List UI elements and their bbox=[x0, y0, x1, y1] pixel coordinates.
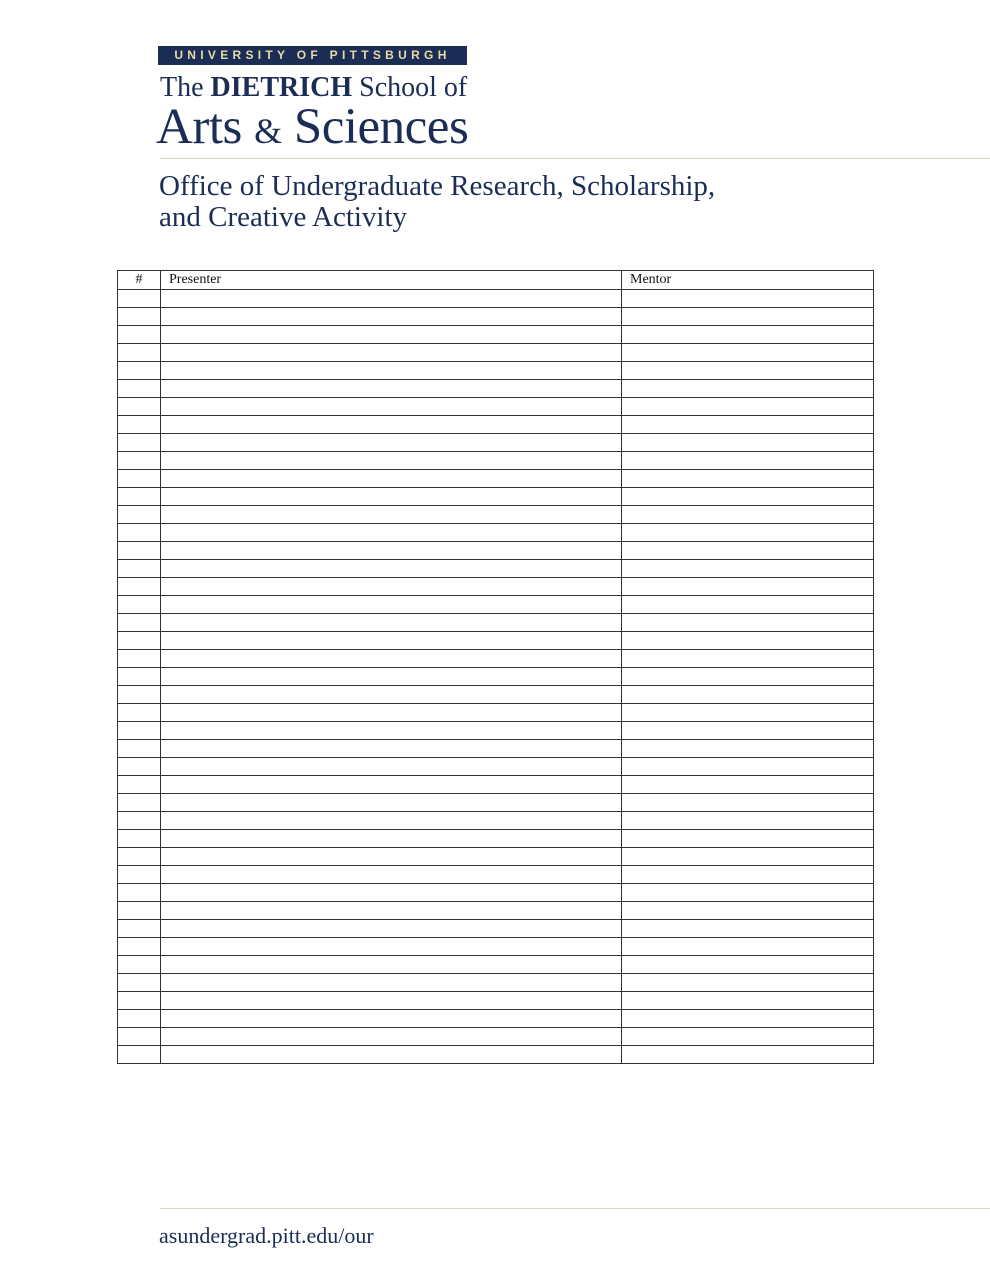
number-cell[interactable] bbox=[118, 488, 161, 506]
office-title-line-2: and Creative Activity bbox=[159, 201, 408, 233]
presenter-cell[interactable] bbox=[161, 614, 622, 632]
number-cell[interactable] bbox=[118, 1010, 161, 1028]
table-row bbox=[118, 632, 874, 650]
presenter-cell[interactable] bbox=[161, 506, 622, 524]
mentor-cell[interactable] bbox=[622, 506, 874, 524]
mentor-cell[interactable] bbox=[622, 542, 874, 560]
signup-table-body bbox=[118, 290, 874, 1064]
number-cell[interactable] bbox=[118, 398, 161, 416]
table-row bbox=[118, 290, 874, 308]
number-cell[interactable] bbox=[118, 650, 161, 668]
presenter-cell[interactable] bbox=[161, 560, 622, 578]
number-cell[interactable] bbox=[118, 992, 161, 1010]
table-row bbox=[118, 614, 874, 632]
presenter-cell[interactable] bbox=[161, 524, 622, 542]
table-row bbox=[118, 794, 874, 812]
presenter-cell[interactable] bbox=[161, 596, 622, 614]
number-cell[interactable] bbox=[118, 1046, 161, 1064]
table-row bbox=[118, 506, 874, 524]
mentor-cell[interactable] bbox=[622, 470, 874, 488]
presenter-cell[interactable] bbox=[161, 542, 622, 560]
school-subtitle-line bbox=[156, 98, 468, 160]
table-row bbox=[118, 866, 874, 884]
presenter-cell[interactable] bbox=[161, 794, 622, 812]
presenter-cell[interactable] bbox=[161, 992, 622, 1010]
mentor-cell[interactable] bbox=[622, 938, 874, 956]
presenter-cell[interactable] bbox=[161, 416, 622, 434]
header-divider bbox=[160, 158, 990, 159]
number-cell[interactable] bbox=[118, 524, 161, 542]
presenter-cell[interactable] bbox=[161, 434, 622, 452]
table-row bbox=[118, 938, 874, 956]
presenter-cell[interactable] bbox=[161, 758, 622, 776]
number-cell[interactable] bbox=[118, 938, 161, 956]
number-cell[interactable] bbox=[118, 542, 161, 560]
number-cell[interactable] bbox=[118, 920, 161, 938]
mentor-cell[interactable] bbox=[622, 668, 874, 686]
school-name: DIETRICH bbox=[210, 72, 353, 103]
table-row bbox=[118, 542, 874, 560]
mentor-cell[interactable] bbox=[622, 686, 874, 704]
mentor-cell[interactable] bbox=[622, 398, 874, 416]
presenter-cell[interactable] bbox=[161, 902, 622, 920]
number-cell[interactable] bbox=[118, 560, 161, 578]
mentor-cell[interactable] bbox=[622, 344, 874, 362]
presenter-cell[interactable] bbox=[161, 974, 622, 992]
column-header-presenter: Presenter bbox=[161, 271, 622, 290]
mentor-cell[interactable] bbox=[622, 794, 874, 812]
table-row bbox=[118, 848, 874, 866]
mentor-cell[interactable] bbox=[622, 758, 874, 776]
table-row bbox=[118, 560, 874, 578]
table-row bbox=[118, 722, 874, 740]
number-cell[interactable] bbox=[118, 794, 161, 812]
number-cell[interactable] bbox=[118, 686, 161, 704]
table-row bbox=[118, 398, 874, 416]
table-row bbox=[118, 596, 874, 614]
mentor-cell[interactable] bbox=[622, 848, 874, 866]
presenter-cell[interactable] bbox=[161, 290, 622, 308]
table-row bbox=[118, 308, 874, 326]
table-row bbox=[118, 326, 874, 344]
number-cell[interactable] bbox=[118, 434, 161, 452]
number-cell[interactable] bbox=[118, 722, 161, 740]
presenter-cell[interactable] bbox=[161, 866, 622, 884]
table-row bbox=[118, 812, 874, 830]
number-cell[interactable] bbox=[118, 974, 161, 992]
table-row bbox=[118, 524, 874, 542]
presenter-cell[interactable] bbox=[161, 308, 622, 326]
number-cell[interactable] bbox=[118, 506, 161, 524]
mentor-cell[interactable] bbox=[622, 416, 874, 434]
number-cell[interactable] bbox=[118, 308, 161, 326]
number-cell[interactable] bbox=[118, 344, 161, 362]
mentor-cell[interactable] bbox=[622, 560, 874, 578]
mentor-cell[interactable] bbox=[622, 722, 874, 740]
presenter-cell[interactable] bbox=[161, 1010, 622, 1028]
mentor-cell[interactable] bbox=[622, 704, 874, 722]
table-row bbox=[118, 1046, 874, 1064]
number-cell[interactable] bbox=[118, 866, 161, 884]
mentor-cell[interactable] bbox=[622, 902, 874, 920]
table-row bbox=[118, 758, 874, 776]
office-title bbox=[159, 171, 715, 233]
presenter-cell[interactable] bbox=[161, 938, 622, 956]
number-cell[interactable] bbox=[118, 326, 161, 344]
number-cell[interactable] bbox=[118, 758, 161, 776]
number-cell[interactable] bbox=[118, 830, 161, 848]
mentor-cell[interactable] bbox=[622, 1028, 874, 1046]
table-row bbox=[118, 974, 874, 992]
number-cell[interactable] bbox=[118, 632, 161, 650]
mentor-cell[interactable] bbox=[622, 380, 874, 398]
table-row bbox=[118, 956, 874, 974]
mentor-cell[interactable] bbox=[622, 1010, 874, 1028]
table-row bbox=[118, 902, 874, 920]
sciences-word: Sciences bbox=[293, 99, 469, 155]
number-cell[interactable] bbox=[118, 848, 161, 866]
presenter-cell[interactable] bbox=[161, 722, 622, 740]
presenter-cell[interactable] bbox=[161, 452, 622, 470]
table-row bbox=[118, 488, 874, 506]
mentor-cell[interactable] bbox=[622, 992, 874, 1010]
table-row bbox=[118, 362, 874, 380]
table-row bbox=[118, 686, 874, 704]
presenter-cell[interactable] bbox=[161, 686, 622, 704]
signup-table bbox=[117, 270, 874, 1064]
presenter-cell[interactable] bbox=[161, 740, 622, 758]
number-cell[interactable] bbox=[118, 578, 161, 596]
table-row bbox=[118, 740, 874, 758]
mentor-cell[interactable] bbox=[622, 452, 874, 470]
number-cell[interactable] bbox=[118, 1028, 161, 1046]
table-row bbox=[118, 1010, 874, 1028]
table-row bbox=[118, 578, 874, 596]
ampersand: & bbox=[254, 111, 282, 151]
table-row bbox=[118, 668, 874, 686]
number-cell[interactable] bbox=[118, 902, 161, 920]
number-cell[interactable] bbox=[118, 956, 161, 974]
mentor-cell[interactable] bbox=[622, 866, 874, 884]
mentor-cell[interactable] bbox=[622, 578, 874, 596]
number-cell[interactable] bbox=[118, 704, 161, 722]
mentor-cell[interactable] bbox=[622, 596, 874, 614]
mentor-cell[interactable] bbox=[622, 650, 874, 668]
table-row bbox=[118, 776, 874, 794]
university-banner: UNIVERSITY OF PITTSBURGH bbox=[158, 46, 467, 65]
table-row bbox=[118, 470, 874, 488]
table-row bbox=[118, 650, 874, 668]
presenter-cell[interactable] bbox=[161, 650, 622, 668]
table-row bbox=[118, 452, 874, 470]
mentor-cell[interactable] bbox=[622, 884, 874, 902]
mentor-cell[interactable] bbox=[622, 290, 874, 308]
mentor-cell[interactable] bbox=[622, 956, 874, 974]
mentor-cell[interactable] bbox=[622, 920, 874, 938]
presenter-cell[interactable] bbox=[161, 362, 622, 380]
mentor-cell[interactable] bbox=[622, 812, 874, 830]
presenter-cell[interactable] bbox=[161, 326, 622, 344]
number-cell[interactable] bbox=[118, 740, 161, 758]
number-cell[interactable] bbox=[118, 470, 161, 488]
table-row bbox=[118, 434, 874, 452]
table-row bbox=[118, 1028, 874, 1046]
mentor-cell[interactable] bbox=[622, 434, 874, 452]
number-cell[interactable] bbox=[118, 668, 161, 686]
mentor-cell[interactable] bbox=[622, 740, 874, 758]
mentor-cell[interactable] bbox=[622, 308, 874, 326]
presenter-cell[interactable] bbox=[161, 398, 622, 416]
number-cell[interactable] bbox=[118, 884, 161, 902]
presenter-cell[interactable] bbox=[161, 848, 622, 866]
presenter-cell[interactable] bbox=[161, 812, 622, 830]
footer-url: asundergrad.pitt.edu/our bbox=[159, 1223, 374, 1248]
footer-divider bbox=[160, 1208, 990, 1209]
presenter-cell[interactable] bbox=[161, 344, 622, 362]
table-row bbox=[118, 344, 874, 362]
number-cell[interactable] bbox=[118, 776, 161, 794]
number-cell[interactable] bbox=[118, 812, 161, 830]
presenter-cell[interactable] bbox=[161, 920, 622, 938]
school-prefix: The bbox=[160, 72, 204, 103]
arts-word: Arts bbox=[156, 99, 242, 155]
number-cell[interactable] bbox=[118, 416, 161, 434]
mentor-cell[interactable] bbox=[622, 1046, 874, 1064]
school-suffix: School of bbox=[359, 72, 468, 103]
column-header-number: # bbox=[118, 271, 161, 290]
mentor-cell[interactable] bbox=[622, 362, 874, 380]
number-cell[interactable] bbox=[118, 290, 161, 308]
presenter-cell[interactable] bbox=[161, 380, 622, 398]
number-cell[interactable] bbox=[118, 362, 161, 380]
presenter-cell[interactable] bbox=[161, 776, 622, 794]
presenter-cell[interactable] bbox=[161, 632, 622, 650]
mentor-cell[interactable] bbox=[622, 614, 874, 632]
number-cell[interactable] bbox=[118, 452, 161, 470]
table-row bbox=[118, 704, 874, 722]
presenter-cell[interactable] bbox=[161, 1046, 622, 1064]
mentor-cell[interactable] bbox=[622, 632, 874, 650]
mentor-cell[interactable] bbox=[622, 524, 874, 542]
mentor-cell[interactable] bbox=[622, 776, 874, 794]
table-row bbox=[118, 992, 874, 1010]
mentor-cell[interactable] bbox=[622, 488, 874, 506]
presenter-cell[interactable] bbox=[161, 470, 622, 488]
presenter-cell[interactable] bbox=[161, 668, 622, 686]
table-row bbox=[118, 884, 874, 902]
table-row bbox=[118, 380, 874, 398]
number-cell[interactable] bbox=[118, 614, 161, 632]
table-header-row bbox=[118, 271, 874, 290]
number-cell[interactable] bbox=[118, 380, 161, 398]
column-header-mentor: Mentor bbox=[622, 271, 874, 290]
presenter-cell[interactable] bbox=[161, 1028, 622, 1046]
presenter-cell[interactable] bbox=[161, 956, 622, 974]
presenter-cell[interactable] bbox=[161, 830, 622, 848]
table-row bbox=[118, 920, 874, 938]
mentor-cell[interactable] bbox=[622, 974, 874, 992]
mentor-cell[interactable] bbox=[622, 326, 874, 344]
presenter-cell[interactable] bbox=[161, 578, 622, 596]
table-row bbox=[118, 830, 874, 848]
presenter-cell[interactable] bbox=[161, 884, 622, 902]
mentor-cell[interactable] bbox=[622, 830, 874, 848]
office-title-line-1: Office of Undergraduate Research, Scholarship, bbox=[159, 170, 716, 202]
table-row bbox=[118, 416, 874, 434]
number-cell[interactable] bbox=[118, 596, 161, 614]
presenter-cell[interactable] bbox=[161, 704, 622, 722]
presenter-cell[interactable] bbox=[161, 488, 622, 506]
